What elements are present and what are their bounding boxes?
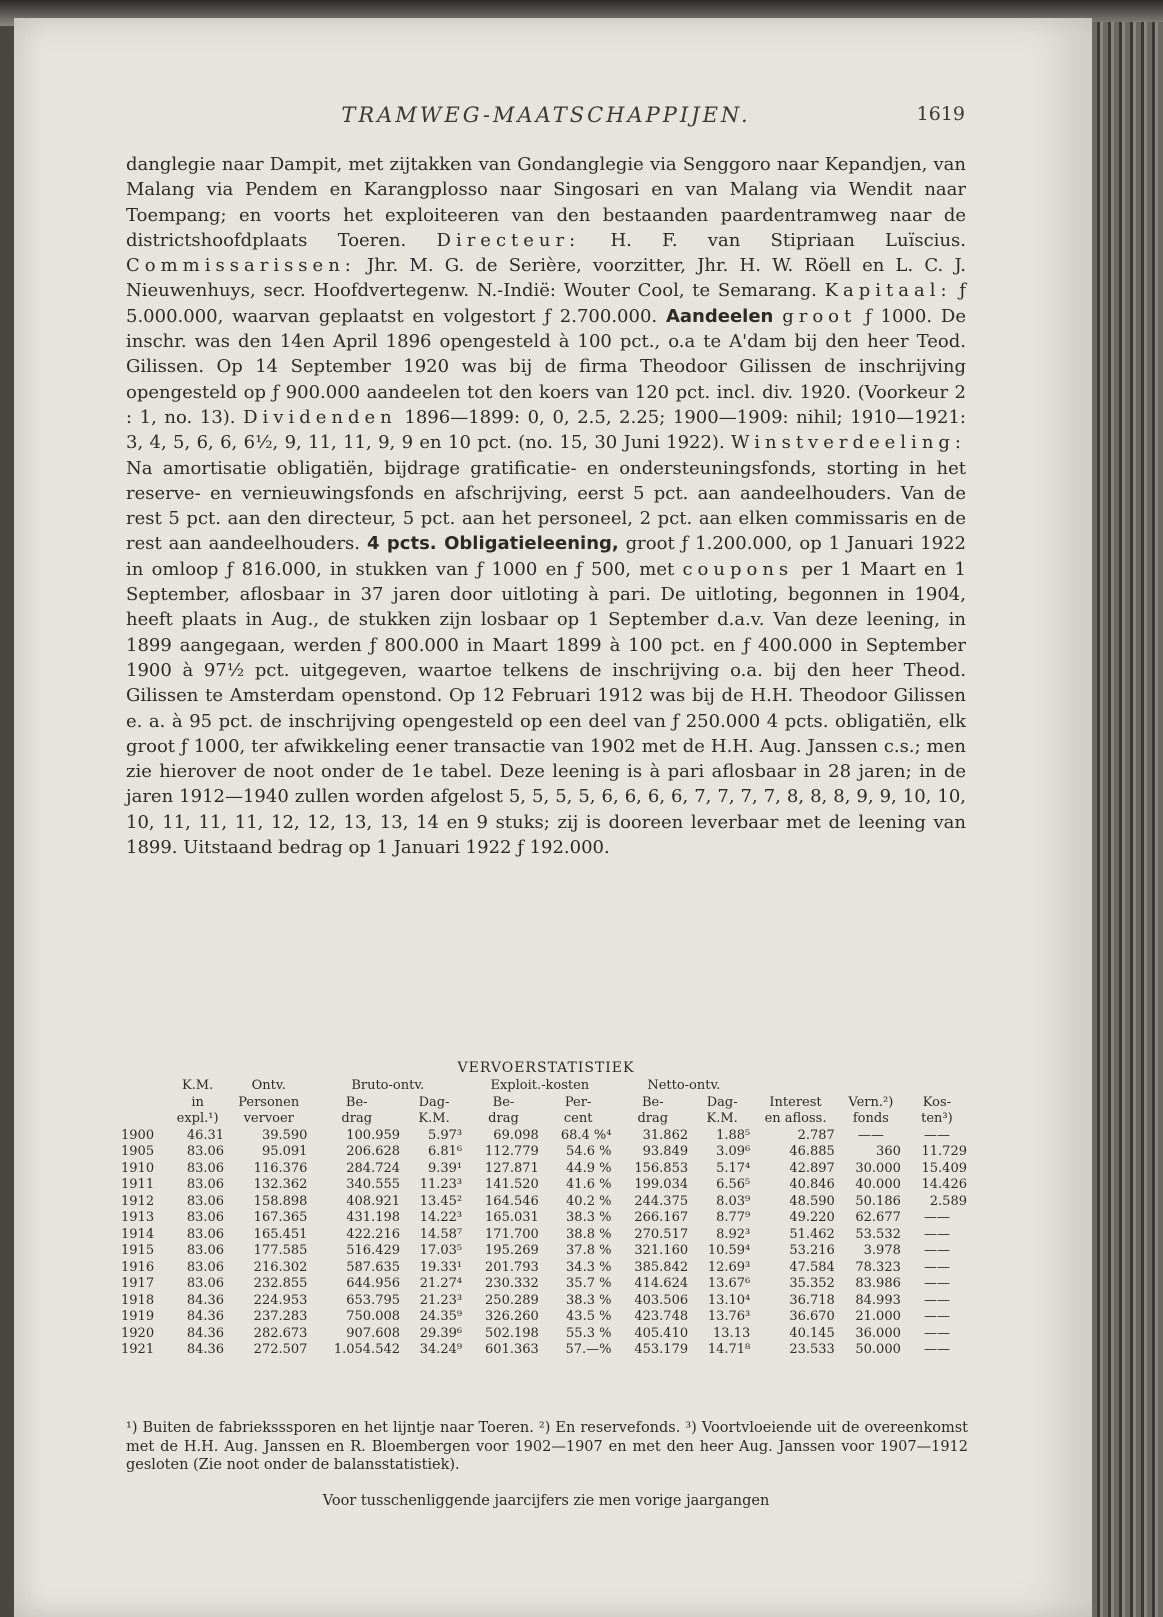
table-cell-year: 1921 — [121, 1342, 155, 1357]
table-cell-year: 1900 — [121, 1127, 155, 1143]
table-cell: 1.054.542 — [333, 1342, 401, 1357]
table-cell: 232.855 — [253, 1276, 308, 1291]
table-cell: 24.35⁹ — [419, 1309, 463, 1324]
table-cell-year: 1913 — [121, 1210, 155, 1225]
table-row — [118, 1326, 970, 1343]
table-cell: 6.81⁶ — [427, 1144, 463, 1159]
commissarissen-label: Commissarissen: — [126, 255, 356, 277]
obligatieleening-text-1: groot ƒ 1.200.000, op 1 Januari 1922 in omloop ƒ 816.000, in stukken van ƒ 1000 en ƒ 500, met — [126, 533, 966, 580]
table-cell: 40.000 — [855, 1177, 901, 1192]
table-cell: 272.507 — [253, 1342, 308, 1357]
table-row — [118, 1293, 970, 1310]
table-title: VERVOERSTATISTIEK — [457, 1060, 635, 1076]
aandeelen-label: Aandeelen — [665, 305, 774, 327]
table-cell: 431.198 — [346, 1210, 401, 1225]
obligatieleening-text-2: per 1 Maart en 1 September, aflosbaar in 37 jaren door uitloting à pari. De uitloting, begonnen in 1904, heeft plaats in Aug., de stukken zijn losbaar op 1 September d.a.v. Van deze leening, in 1899 aangegaan, werden ƒ 800.000 in Maart 1899 à 100 pct. en ƒ 400.000 in September 1900 à 97½ pct. uitgegeven, waartoe telkens de inschrijving o.a. bij den heer Theod. Gilissen te Amsterdam openstond. Op 12 Februari 1912 was bij de H.H. Theodoor Gilissen e. a. à 95 pct. de inschrijving opengesteld op een deel van ƒ 250.000 4 pcts. obligatiën, elk groot ƒ 1000, ter afwikkeling eener transactie van 1902 met de H.H. Aug. Janssen c.s.; men zie hierover de noot onder de 1e tabel. Deze leening is à pari aflosbaar in 28 jaren; in de jaren 1912—1940 zullen worden afgelost 5, 5, 5, 5, 6, 6, 6, 6, 7, 7, 7, 7, 8, 8, 8, 9, 9, 10, 10, 10, 11, 11, 11, 12, 12, 13, 13, 14 en 9 stuks; zij is dooreen leverbaar met de leening van 1899. Uitstaand bedrag op 1 Januari 1922 ƒ 192.000. — [126, 558, 966, 859]
table-cell: 41.6 % — [566, 1177, 612, 1192]
table-row — [118, 1227, 970, 1244]
obligatieleening-label: 4 pcts. Obligatieleening, — [366, 533, 619, 555]
table-cell: 21.000 — [855, 1309, 901, 1324]
kapitaal-label: Kapitaal: — [824, 280, 952, 302]
table-cell: 83.06 — [186, 1144, 225, 1159]
table-cell-year: 1905 — [121, 1144, 155, 1159]
table-cell-year: 1911 — [121, 1177, 155, 1192]
table-cell: 587.635 — [346, 1259, 401, 1275]
table-cell: 83.06 — [186, 1210, 225, 1225]
table-cell: 158.898 — [253, 1193, 308, 1209]
table-cell: 14.426 — [921, 1177, 967, 1192]
table-cell: 177.585 — [253, 1243, 308, 1258]
col-netto: Netto-ontv. — [647, 1078, 721, 1093]
table-cell: 14.58⁷ — [419, 1226, 463, 1242]
body-text — [126, 152, 966, 860]
table-cell: 19.33¹ — [419, 1259, 463, 1275]
table-cell: 414.624 — [634, 1276, 689, 1291]
table-cell-year: 1915 — [121, 1243, 155, 1258]
table-row — [118, 1260, 970, 1277]
aandeelen-text: ƒ 1000. De inschr. was den 14en April 1896 opengesteld à 100 pct., o.a te A'dam bij den heer Teod. Gilissen. Op 14 September 1920 was bij de firma Theodoor Gilissen de inschrijving opengesteld op ƒ 900.000 aandeelen tot den koers van 120 pct. incl. div. 1920. (Voorkeur 2 : 1, no. 13). — [126, 305, 966, 428]
footnotes: ¹) Buiten de fabrieksssporen en het lijntje naar Toeren. ²) En reservefonds. ³) Voortvloeiende uit de overeenkomst met de H.H. Aug. Janssen en R. Bloembergen voor 1902—1907 en met den heer Aug. Janssen voor 1907—1912 gesloten (Zie noot onder de balansstatistiek). — [126, 1420, 968, 1473]
table-cell: 164.546 — [485, 1193, 539, 1209]
col-year — [118, 1078, 168, 1095]
table-cell: 321.160 — [634, 1243, 689, 1258]
table-cell: —— — [923, 1226, 950, 1242]
table-cell: 37.8 % — [566, 1243, 612, 1258]
table-cell: 167.365 — [253, 1210, 308, 1225]
table-cell: 1.88⁵ — [716, 1127, 751, 1143]
table-cell: 284.724 — [346, 1160, 401, 1176]
table-cell: 13.13 — [713, 1325, 751, 1341]
table-cell: —— — [923, 1276, 950, 1291]
table-cell: 46.31 — [186, 1127, 225, 1143]
table-cell: 84.36 — [186, 1292, 225, 1308]
table-cell: 326.260 — [485, 1309, 539, 1324]
table-cell: 34.24⁹ — [419, 1342, 463, 1357]
table-cell: 83.986 — [855, 1276, 901, 1291]
table-cell: 224.953 — [253, 1292, 308, 1308]
table-cell: 206.628 — [346, 1144, 401, 1159]
running-header — [127, 103, 965, 133]
table-cell-year: 1912 — [121, 1193, 155, 1209]
table-cell: 8.92³ — [716, 1226, 751, 1242]
directeur-label: Directeur: — [436, 229, 581, 251]
table-cell: 83.06 — [186, 1226, 225, 1242]
table-cell-year: 1916 — [121, 1259, 155, 1275]
col-ontv: Ontv. — [251, 1078, 286, 1093]
table-cell: 8.77⁹ — [716, 1210, 751, 1225]
table-cell: 43.5 % — [566, 1309, 612, 1324]
table-cell: —— — [923, 1342, 950, 1357]
directeur-text: H. F. van Stipriaan Luïscius. — [610, 229, 966, 251]
table-cell: 165.451 — [253, 1226, 308, 1242]
table-cell: 38.3 % — [566, 1292, 612, 1308]
table-cell: 385.842 — [634, 1259, 689, 1275]
table-cell: 112.779 — [485, 1144, 539, 1159]
table-row — [118, 1210, 970, 1227]
table-cell: —— — [923, 1325, 950, 1341]
table-cell: 51.462 — [789, 1226, 835, 1242]
table-cell: 156.853 — [634, 1160, 689, 1176]
table-cell: 423.748 — [634, 1309, 689, 1324]
table-cell: 29.39⁶ — [419, 1325, 463, 1341]
table-cell-year: 1918 — [121, 1292, 155, 1308]
table-cell: 39.590 — [261, 1127, 308, 1143]
table-cell: 116.376 — [253, 1160, 308, 1176]
table-cell: —— — [857, 1127, 884, 1143]
paragraph-route: danglegie naar Dampit, met zijtakken van Gondanglegie via Senggoro naar Kepandjen, van Malang via Pendem en Karangplosso naar Singosari en van Malang via Wendit naar Toempang; en voorts het exploiteeren van den bestaanden paardentramweg naar de districtshoofdplaats Toeren. — [126, 154, 966, 251]
table-cell: 34.3 % — [566, 1259, 612, 1275]
table-cell: 12.69³ — [707, 1259, 751, 1275]
table-cell: 95.091 — [261, 1144, 308, 1159]
table-cell: 250.289 — [485, 1292, 539, 1308]
table-header-row — [118, 1078, 970, 1095]
table-cell: 83.06 — [186, 1177, 225, 1192]
table-cell: 100.959 — [346, 1127, 401, 1143]
table-cell: 244.375 — [634, 1193, 689, 1209]
table-cell: 46.885 — [789, 1144, 835, 1159]
table-cell: 13.45² — [419, 1193, 463, 1209]
table-cell: 21.23³ — [419, 1292, 463, 1308]
table-row — [118, 1243, 970, 1260]
table-cell: 9.39¹ — [427, 1160, 463, 1176]
table-cell-year: 1920 — [121, 1325, 155, 1341]
table-cell-year: 1919 — [121, 1309, 155, 1324]
col-km: K.M. — [181, 1078, 214, 1093]
table-row — [118, 1276, 970, 1293]
table-row — [118, 1177, 970, 1194]
table-cell: 78.323 — [855, 1259, 901, 1275]
table-header-row: in Personen Be- Dag- Be- Per- Be- Dag- Interest Vern.²) Kos- — [191, 1094, 952, 1110]
table-cell: —— — [923, 1210, 950, 1225]
table-cell: 62.677 — [855, 1210, 901, 1225]
table-cell: 35.7 % — [566, 1276, 612, 1291]
dividenden-label: Dividenden — [243, 406, 397, 428]
table-cell: 84.36 — [186, 1309, 225, 1324]
table-cell: 48.590 — [789, 1193, 835, 1209]
table-cell: 93.849 — [642, 1144, 689, 1159]
table-cell: 42.897 — [789, 1160, 835, 1176]
dividenden-text: 1896—1899: 0, 0, 2.5, 2.25; 1900—1909: nihil; 1910—1921: 3, 4, 5, 6, 6, 6½, 9, 11, 11, 9, 9 en 10 pct. (no. 15, 30 Juni 1922). — [126, 406, 966, 454]
table-cell: 237.283 — [253, 1309, 308, 1324]
winstverdeeling-label: Winstverdeeling: — [731, 432, 966, 454]
table-cell: 644.956 — [346, 1276, 401, 1291]
table-cell: 502.198 — [485, 1325, 539, 1341]
table-cell: 83.06 — [186, 1276, 225, 1291]
table-cell: 2.589 — [929, 1193, 967, 1209]
table-cell: 422.216 — [346, 1226, 401, 1242]
table-cell: 83.06 — [186, 1160, 225, 1176]
table-cell: 8.03⁹ — [716, 1193, 751, 1209]
table-cell: 907.608 — [346, 1325, 401, 1341]
table-cell: 54.6 % — [566, 1144, 612, 1159]
kapitaal-text: ƒ 5.000.000, waarvan geplaatst en volgestort ƒ 2.700.000. — [126, 280, 966, 327]
table-cell: 36.718 — [789, 1292, 835, 1308]
table-cell: 17.03⁵ — [419, 1243, 463, 1258]
table-cell: —— — [923, 1309, 950, 1324]
table-cell: 201.793 — [485, 1259, 539, 1275]
table-cell: 10.59⁴ — [707, 1243, 751, 1258]
table-cell: 13.76³ — [707, 1309, 751, 1324]
table-cell: 132.362 — [253, 1177, 308, 1192]
table-cell: 14.22³ — [419, 1210, 463, 1225]
table-cell: 340.555 — [346, 1177, 401, 1192]
table-cell: 230.332 — [485, 1276, 539, 1291]
table-cell: 53.216 — [789, 1243, 835, 1258]
table-cell: 13.10⁴ — [707, 1292, 751, 1308]
table-cell: 199.034 — [634, 1177, 689, 1192]
table-cell: 83.06 — [186, 1243, 225, 1258]
table-cell: 516.429 — [346, 1243, 401, 1258]
table-cell: —— — [923, 1259, 950, 1275]
table-cell: 21.27⁴ — [419, 1276, 463, 1291]
table-cell: 15.409 — [921, 1160, 967, 1176]
table-cell: 69.098 — [493, 1127, 539, 1143]
table-cell: —— — [923, 1127, 950, 1143]
winstverdeeling-text: Na amortisatie obligatiën, bijdrage gratificatie- en ondersteuningsfonds, storting in het reserve- en vernieuwingsfonds en afschrijving, eerst 5 pct. aan aandeelhouders. Van de rest 5 pct. aan den directeur, 5 pct. aan het personeel, 2 pct. aan elken commissaris en de rest aan aandeelhouders. — [126, 457, 966, 555]
table-cell: 53.532 — [855, 1226, 901, 1242]
table-cell: 216.302 — [253, 1259, 308, 1275]
table-cell: 68.4 %⁴ — [560, 1127, 612, 1143]
table-cell: 31.862 — [642, 1127, 689, 1143]
commissarissen-text: Jhr. M. G. de Serière, voorzitter, Jhr. H. W. Röell en L. C. J. Nieuwenhuys, secr. Hoofdvertegenw. N.-Indië: Wouter Cool, te Semarang. — [126, 255, 966, 302]
coupons-label: coupons — [682, 558, 794, 580]
table-cell: 127.871 — [485, 1160, 539, 1176]
table-cell: 83.06 — [186, 1193, 225, 1209]
table-cell: 653.795 — [346, 1292, 401, 1308]
table-cell: 403.506 — [634, 1292, 689, 1308]
table-cell: 50.000 — [855, 1342, 901, 1357]
table-cell: 38.3 % — [566, 1210, 612, 1225]
table-cell: 266.167 — [634, 1210, 689, 1225]
table-cell: 141.520 — [485, 1177, 539, 1192]
table-cell: 408.921 — [346, 1193, 401, 1209]
table-cell: 11.729 — [921, 1144, 967, 1159]
table-cell: 282.673 — [253, 1325, 308, 1341]
table-cell: 11.23³ — [419, 1177, 463, 1192]
table-cell: 50.186 — [855, 1193, 901, 1209]
table-cell: 84.36 — [186, 1325, 225, 1341]
table-cell-year: 1914 — [121, 1226, 155, 1242]
table-cell: 30.000 — [855, 1160, 901, 1176]
table-cell: 750.008 — [346, 1309, 401, 1324]
table-cell: 40.145 — [789, 1325, 835, 1341]
col-exploit: Exploit.-kosten — [490, 1078, 590, 1093]
table-cell: 40.2 % — [566, 1193, 612, 1209]
table-cell: —— — [923, 1243, 950, 1258]
table-cell: —— — [923, 1292, 950, 1308]
table-cell: 165.031 — [485, 1210, 539, 1225]
table-cell: 36.000 — [855, 1325, 901, 1341]
table-cell: 195.269 — [485, 1243, 539, 1258]
table-cell: 453.179 — [634, 1342, 689, 1357]
book-spine-pages — [1092, 22, 1163, 1617]
running-title: TRAMWEG-MAATSCHAPPIJEN. — [341, 103, 751, 127]
vervoerstatistiek-table — [118, 1078, 970, 1359]
table-cell: 84.993 — [855, 1292, 901, 1308]
table-header-row: expl.¹) vervoer drag K.M. drag cent drag K.M. en afloss. fonds ten³) — [176, 1111, 953, 1126]
table-cell: 55.3 % — [566, 1325, 612, 1341]
table-row — [118, 1161, 970, 1178]
table-row — [118, 1309, 970, 1326]
table-cell: 83.06 — [186, 1259, 225, 1275]
table-cell: 49.220 — [789, 1210, 835, 1225]
closing-note: Voor tusschenliggende jaarcijfers zie men vorige jaargangen — [322, 1493, 770, 1509]
table-row — [118, 1342, 970, 1359]
table-cell: 44.9 % — [566, 1160, 612, 1176]
table-cell: 14.71⁸ — [707, 1342, 751, 1357]
table-row — [118, 1194, 970, 1211]
table-cell-year: 1910 — [121, 1160, 155, 1176]
table-cell: 3.978 — [863, 1243, 901, 1258]
table-cell: 360 — [876, 1144, 901, 1159]
table-row — [118, 1128, 970, 1145]
table-body — [118, 1128, 970, 1359]
table-cell: 2.787 — [797, 1127, 835, 1143]
table-cell: 13.67⁶ — [707, 1276, 751, 1291]
table-cell-year: 1917 — [121, 1276, 155, 1291]
table-cell: 40.846 — [789, 1177, 835, 1192]
table-cell: 3.09⁶ — [716, 1144, 751, 1159]
table-cell: 5.97³ — [427, 1127, 463, 1143]
col-bruto: Bruto-ontv. — [351, 1078, 425, 1093]
groot-label: groot — [782, 305, 857, 327]
table-cell: 36.670 — [789, 1309, 835, 1324]
table-row — [118, 1144, 970, 1161]
table-cell: 6.56⁵ — [716, 1177, 751, 1192]
table-cell: 38.8 % — [566, 1226, 612, 1242]
table-cell: 57.—% — [565, 1342, 612, 1357]
table-cell: 405.410 — [634, 1325, 689, 1341]
table-cell: 35.352 — [789, 1276, 835, 1291]
table-cell: 84.36 — [186, 1342, 225, 1357]
page-number: 1619 — [916, 103, 965, 125]
table-cell: 601.363 — [485, 1342, 539, 1357]
table-cell: 270.517 — [634, 1226, 689, 1242]
table-cell: 47.584 — [789, 1259, 835, 1275]
table-cell: 23.533 — [789, 1342, 835, 1357]
table-cell: 5.17⁴ — [716, 1160, 751, 1176]
table-cell: 171.700 — [485, 1226, 539, 1242]
